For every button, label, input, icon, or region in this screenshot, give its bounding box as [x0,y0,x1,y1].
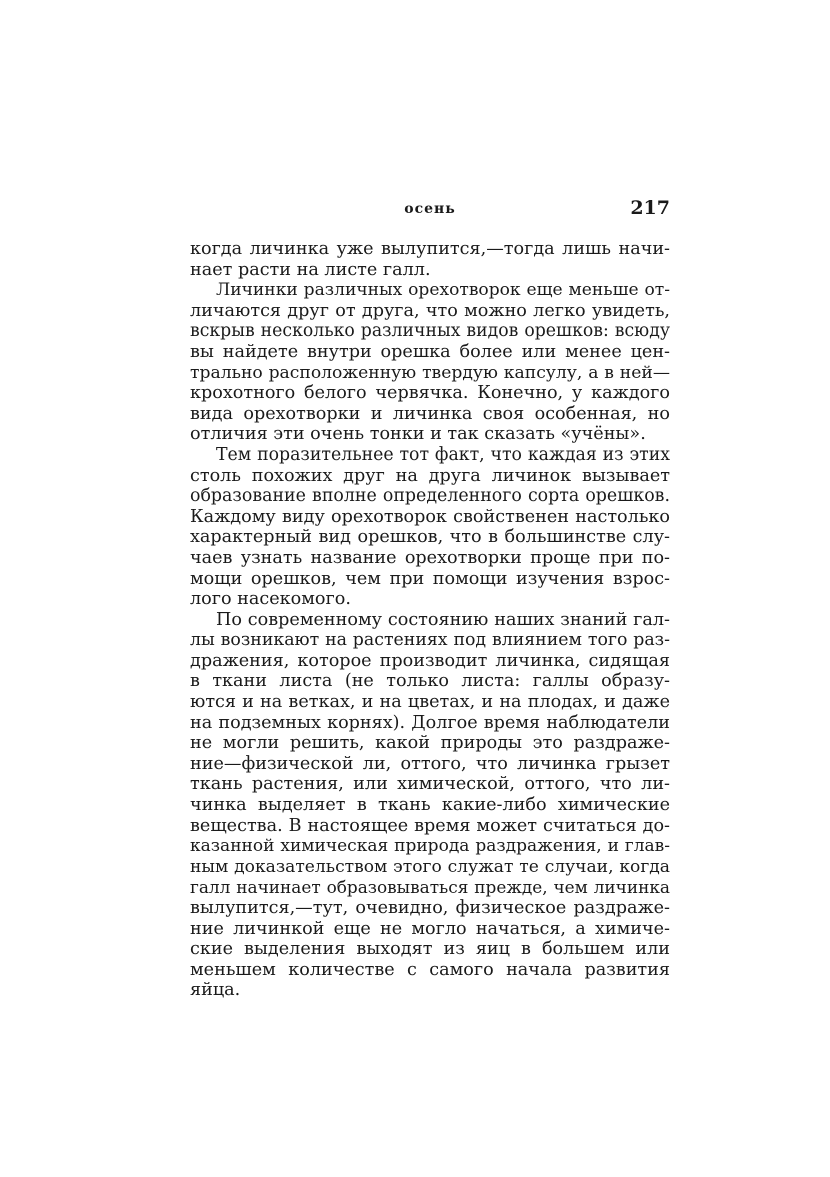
text-line: ние личинкой еще не могло начаться, а химиче- [190,918,670,939]
text-line: ются и на ветках, и на цветах, и на плодах, и даже [190,692,670,713]
text-line: чинка выделяет в ткань какие-либо химические [190,795,670,816]
text-line: яйца. [190,980,241,1001]
text-line: на подземных корнях). Долгое время наблюдатели [190,712,670,733]
text-line: дражения, которое производит личинка, сидящая [190,650,670,671]
text-line: вида орехотворки и личинка своя особенная, но [190,403,670,424]
text-line: меньшем количестве с самого начала развития [190,959,670,980]
text-line: Тем поразительнее тот факт, что каждая из этих [216,444,670,465]
text-line: когда личинка уже вылупится,—тогда лишь начи- [190,239,670,259]
text-line: вещества. В настоящее время может считаться до- [190,815,670,836]
text-line: нает расти на листе галл. [190,259,431,280]
running-head [190,197,670,221]
text-line: По современному состоянию наших знаний гал- [216,609,670,630]
text-line: галл начинает образовываться прежде, чем личинка [190,877,670,898]
page-number: 217 [630,197,670,219]
text-line: лого насекомого. [190,589,351,610]
text-line: столь похожих друг на друга личинок вызывает [190,465,670,486]
text-line: крохотного белого червячка. Конечно, у каждого [190,383,670,404]
text-line: вскрыв несколько различных видов орешков: всюду [190,321,670,342]
text-line: казанной химическая природа раздражения, и глав- [190,836,670,857]
text-line: ткань растения, или химической, оттого, что ли- [190,774,670,795]
text-line: отличия эти очень тонки и так сказать «учёны». [190,424,646,445]
text-line: Личинки различных орехотворок еще меньше от- [216,280,670,301]
text-line: Каждому виду орехотворок свойственен настолько [190,506,670,527]
body-text [190,239,670,1001]
text-line: образование вполне определенного сорта орешков. [190,486,670,507]
text-line: характерный вид орешков, что в большинстве слу- [190,527,670,548]
text-line: ские выделения выходят из яиц в большем или [190,939,670,960]
text-line: личаются друг от друга, что можно легко увидеть, [190,300,670,321]
text-line: ние—физической ли, оттого, что личинка грызет [190,753,670,774]
text-line: вылупится,—тут, очевидно, физическое раздраже- [190,898,670,918]
running-title: осень [404,201,456,217]
text-line: лы возникают на растениях под влиянием того раз- [190,630,670,651]
text-line: трально расположенную твердую капсулу, а в ней— [190,362,670,383]
text-line: ным доказательством этого служат те случаи, когда [190,856,670,877]
text-line: в ткани листа (не только листа: галлы образу- [190,671,670,692]
text-line: мощи орешков, чем при помощи изучения взрос- [190,568,670,589]
text-line: чаев узнать название орехотворки проще при по- [190,547,670,568]
text-line: не могли решить, какой природы это раздраже- [190,733,670,754]
text-line: вы найдете внутри орешка более или менее цен- [190,341,670,362]
